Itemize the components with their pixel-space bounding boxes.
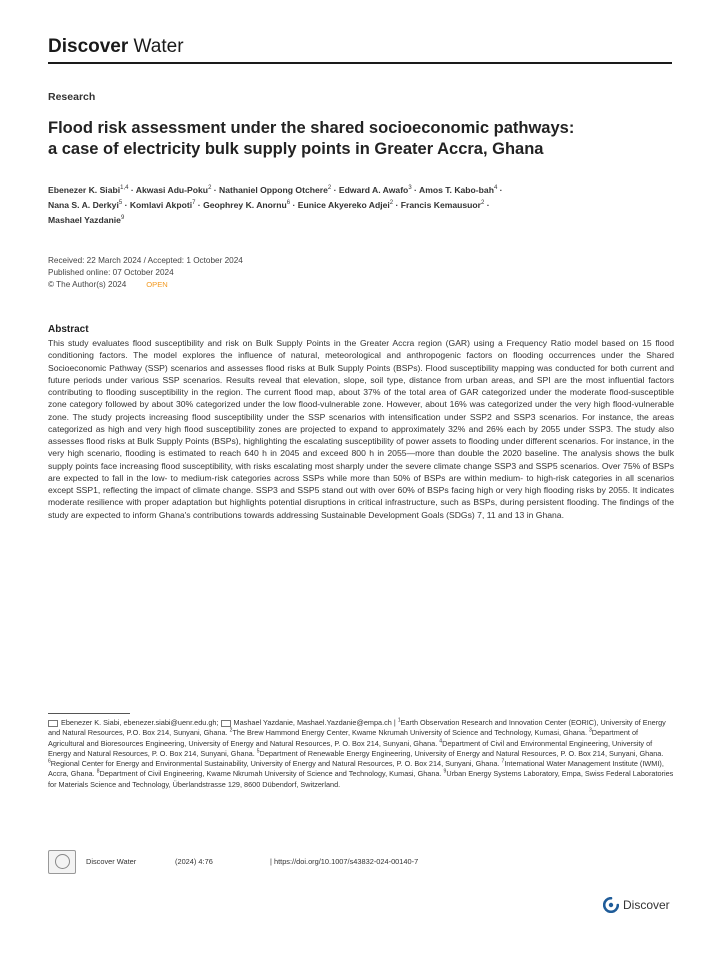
author-name[interactable]: Akwasi Adu-Poku — [135, 185, 209, 195]
author-separator: · — [411, 185, 419, 195]
affiliation-text: Department of Civil and Environmental Engineering, University of Energy and Natural Resources, P. O. Box 214, Sunyani, Ghana. — [48, 738, 653, 758]
author-name[interactable]: Francis Kemausuor — [400, 200, 482, 210]
author-line-1 — [48, 183, 668, 198]
header-rule — [48, 62, 672, 64]
author-affiliation: 2 — [327, 185, 332, 192]
author-affiliation: 5 — [118, 200, 123, 207]
author-separator: · — [290, 200, 298, 210]
open-access-badge: OPEN — [146, 280, 168, 289]
author-name[interactable]: Ebenezer K. Siabi — [48, 185, 121, 195]
article-section: Research — [48, 91, 96, 103]
author-separator: · — [128, 185, 136, 195]
affiliation-text: International Water Management Institute (IWMI), Accra, Ghana. — [48, 759, 664, 779]
author-separator: · — [122, 200, 130, 210]
author-affiliation: 7 — [192, 200, 196, 207]
author-line-2 — [48, 198, 668, 213]
page-footer — [48, 850, 468, 874]
discover-brand — [603, 897, 683, 915]
journal-name-light: Water — [128, 36, 184, 57]
received-accepted-date: Received: 22 March 2024 / Accepted: 1 October 2024 — [48, 256, 243, 265]
contact-author-1[interactable]: Ebenezer K. Siabi, ebenezer.siabi@uenr.edu.gh; — [61, 718, 219, 727]
author-affiliation: 1,4 — [120, 185, 129, 192]
author-affiliation: 6 — [286, 200, 291, 207]
footer-volume: (2024) 4:76 — [175, 857, 213, 866]
author-separator: · — [393, 200, 401, 210]
affiliation-number: 8 — [96, 769, 100, 776]
discover-logo-icon — [603, 897, 619, 913]
author-name[interactable]: Mashael Yazdanie — [48, 215, 121, 225]
affiliation-number: 4 — [439, 738, 443, 745]
affiliation-number: 6 — [48, 758, 51, 765]
published-date: Published online: 07 October 2024 — [48, 268, 174, 277]
article-dates — [48, 255, 243, 291]
title-line-2: a case of electricity bulk supply points in Greater Accra, Ghana — [48, 140, 544, 158]
abstract-text: This study evaluates flood susceptibility and risk on Bulk Supply Points in the Greater Accra region (GAR) using a Frequency Ratio model based on 15 flood conditioning factors. The model explores the influence of natural, meteorological and anthropogenic factors on flooding occurrences under the Shared Socioeconomic Pathway (SSP) scenarios and assesses flood risks at Bulk Supply Points (BSPs). Flood susceptibility mapping was conducted for both current and future periods under various SSP scenarios. Results reveal that elevation, slope, soil type, distance from urban areas, and SPI are the most influential factors contributing to flooding susceptibility in the region. The current flood map, about 37% of the total area of GAR categorized under the moderate flood-susceptible zone category followed by about 30% categorized under the low flood-vulnerable zone. However, about 16% was categorized under the very high flood-vulnerable zone. The study projects increasing flood susceptibility under the SSP scenarios with intensification under SSP2 and SSP3 scenarios. For instance, the areas categorized as high and very high flood susceptibility zones are projected to expand to approximately 32% and 26% each by 2055 under SSP3. The study also assesses flood risks at Bulk Supply Points (BSPs), highlighting the escalating susceptibility of power assets to flooding under different scenarios. For instance, in the very high scenario, flooding is estimated to reach 640 h in 2045 and exceed 800 h in 2055—more than double the 2020 baseline. The analysis shows the bulk supply points face increasing flood susceptibility, with risks escalating most sharply under the severe climate change SSP3 and SSP5 scenarios. Over 75% of BSPs are expected to fall in the low- to medium-risk categories across SSPs while more than 50% of BSPs are within medium- to high-risk categories in all scenarios except SSP1, reflecting the impact of climate change. SSP3 and SSP5 stand out with over 60% of BSPs facing high or very high flooding risks by 2055. It indicates moderate resilience with proper adaptation but highlights potential disruptions in critical infrastructure, such as BSPs, during persistent flooding. The findings of the study are expected to inform Ghana's contributions towards addressing Sustainable Development Goals (SDGs) 7, 11 and 13 in Ghana. — [48, 338, 674, 520]
author-affiliation: 3 — [408, 185, 412, 192]
abstract-heading: Abstract — [48, 324, 89, 335]
publisher-seal-icon — [48, 850, 76, 874]
affiliations — [48, 718, 674, 790]
author-affiliation: 2 — [389, 200, 394, 207]
copyright-text: © The Author(s) 2024 — [48, 280, 127, 289]
footer-doi-link[interactable]: | https://doi.org/10.1007/s43832-024-00140-7 — [270, 857, 419, 866]
discover-brand-text: Discover — [623, 898, 670, 912]
copyright-line — [48, 279, 243, 291]
author-line-3 — [48, 213, 668, 228]
author-name[interactable]: Komlavi Akpoti — [129, 200, 193, 210]
author-name[interactable]: Geophrey K. Anornu — [203, 200, 287, 210]
author-name[interactable]: Nathaniel Oppong Otchere — [219, 185, 328, 195]
affiliation-text: Department of Renewable Energy Engineering, University of Energy and Natural Resources, P. O. Box 214, Sunyani, Ghana. — [259, 748, 664, 758]
affiliation-number: 9 — [443, 769, 447, 776]
author-affiliation: 2 — [481, 200, 485, 207]
affiliation-number: 1 — [397, 717, 401, 724]
affiliation-number: 2 — [229, 727, 233, 734]
affiliation-text: Regional Center for Energy and Environmental Sustainability, University of Energy and Natural Resources, P. O. Box 214, Sunyani, Ghana. — [50, 759, 500, 769]
author-affiliation: 4 — [493, 185, 498, 192]
author-name[interactable]: Eunice Akyereko Adjei — [297, 200, 390, 210]
author-separator: · — [211, 185, 220, 195]
journal-name-bold: Discover — [48, 36, 129, 57]
author-separator: · — [195, 200, 204, 210]
footnote-rule — [48, 713, 130, 714]
affiliation-number: 3 — [589, 727, 592, 734]
envelope-icon — [221, 720, 231, 727]
affiliation-number: 5 — [256, 748, 260, 755]
author-separator: · — [331, 185, 339, 195]
journal-name — [48, 36, 184, 58]
affiliation-text: The Brew Hammond Energy Center, Kwame Nkrumah University of Science and Technology, Kumasi, Ghana. — [232, 728, 587, 738]
author-name[interactable]: Nana S. A. Derkyi — [48, 200, 119, 210]
affiliation-text: Department of Civil Engineering, Kwame Nkrumah University of Science and Technology, Kumasi, Ghana. — [99, 769, 442, 779]
affiliation-text: Urban Energy Systems Laboratory, Empa, Swiss Federal Laboratories for Materials Science and Technology, Überlandstrasse 129, 8600 Dübendorf, Switzerland. — [48, 769, 674, 789]
footer-journal: Discover Water — [86, 857, 137, 866]
affiliation-text: Department of Agricultural and Bioresources Engineering, University of Energy and Natural Resources, P. O. Box 214, Sunyani, Ghana. — [48, 728, 639, 748]
author-affiliation: 2 — [208, 185, 212, 192]
author-name[interactable]: Edward A. Awafo — [338, 185, 409, 195]
article-title — [48, 118, 648, 160]
author-list — [48, 183, 668, 228]
envelope-icon — [48, 720, 58, 727]
author-affiliation: 9 — [120, 215, 125, 222]
author-name[interactable]: Amos T. Kabo-bah — [418, 185, 494, 195]
affiliation-text: Earth Observation Research and Innovation Center (EORIC), University of Energy and Natural Resources, P.O. Box 214, Sunyani, Ghana. — [48, 718, 666, 738]
title-line-1: Flood risk assessment under the shared socioeconomic pathways: — [48, 119, 575, 137]
contact-author-2[interactable]: Mashael Yazdanie, Mashael.Yazdanie@empa.ch | — [233, 718, 396, 727]
author-separator: · — [497, 185, 503, 195]
affiliation-number: 7 — [501, 758, 505, 765]
author-separator: · — [484, 200, 490, 210]
